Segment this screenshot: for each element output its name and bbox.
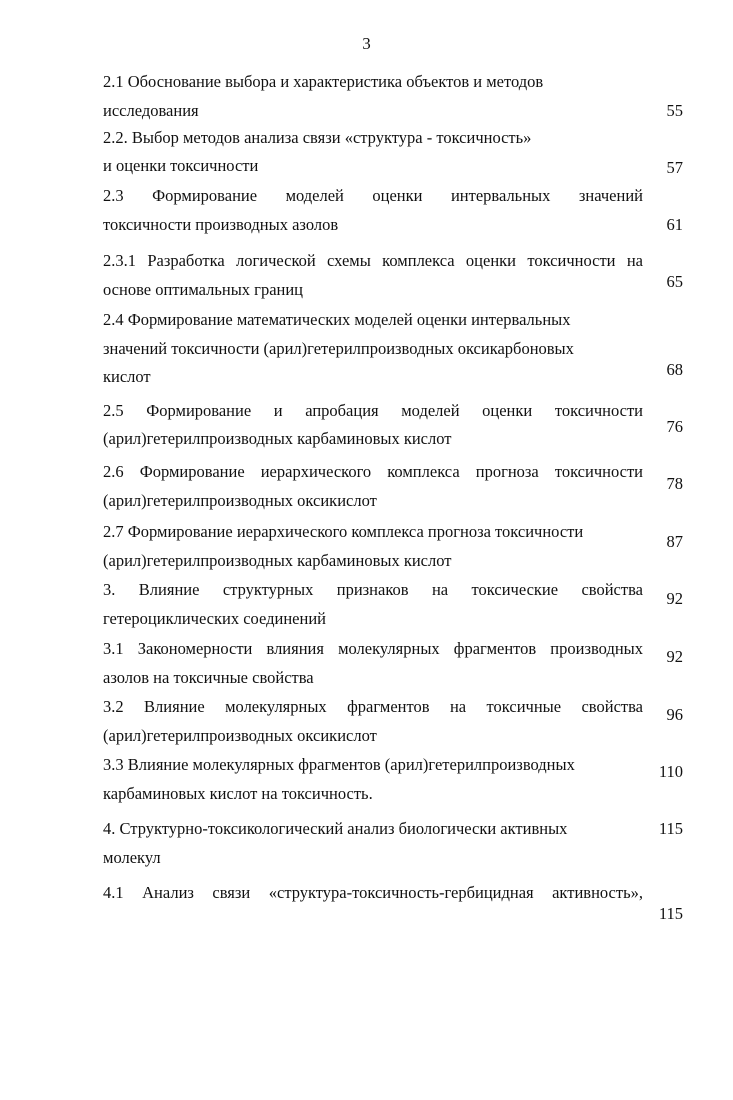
toc-entry-text: 2.1 Обоснование выбора и характеристика объектов и методов: [103, 72, 544, 91]
toc-page-number: 92: [666, 647, 683, 666]
toc-entry-text: азолов на токсичные свойства: [103, 668, 314, 687]
toc-entry-text: кислот: [103, 367, 151, 386]
toc-entry-text: 2.6 Формирование иерархического комплекса прогноза токсичности: [103, 462, 643, 481]
toc-page-number: 76: [666, 417, 683, 436]
toc-entry-text: 4. Структурно-токсикологический анализ биологически активных: [103, 819, 568, 838]
toc-entry-text: (арил)гетерилпроизводных оксикислот: [103, 491, 377, 510]
toc-page-number: 110: [658, 762, 683, 781]
toc-entry-text: основе оптимальных границ: [103, 280, 304, 299]
page-number: 3: [362, 34, 371, 53]
toc-entry-text: токсичности производных азолов: [103, 215, 339, 234]
toc-entry-text: 2.4 Формирование математических моделей оценки интервальных: [103, 310, 571, 329]
toc-page-number: 65: [666, 272, 683, 291]
toc-entry-text: (арил)гетерилпроизводных карбаминовых кислот: [103, 551, 452, 570]
toc-entry-text: 2.5 Формирование и апробация моделей оценки токсичности: [103, 401, 643, 420]
toc-entry-text: 2.3.1 Разработка логической схемы комплекса оценки токсичности на: [103, 251, 643, 270]
toc-page-number: 55: [666, 101, 683, 120]
toc-entry-text: (арил)гетерилпроизводных оксикислот: [103, 726, 377, 745]
toc-entry-text: 2.2. Выбор методов анализа связи «структура - токсичность»: [103, 128, 532, 147]
toc-entry-text: 3.1 Закономерности влияния молекулярных фрагментов производных: [103, 639, 643, 658]
toc-entry-text: молекул: [103, 848, 161, 867]
toc-entry-text: исследования: [103, 101, 199, 120]
toc-page-number: 68: [666, 360, 683, 379]
toc-entry-text: (арил)гетерилпроизводных карбаминовых кислот: [103, 429, 452, 448]
toc-entry-text: 2.3 Формирование моделей оценки интервальных значений: [103, 186, 643, 205]
toc-entry-text: 3. Влияние структурных признаков на токсические свойства: [103, 580, 643, 599]
toc-page-number: 115: [658, 904, 683, 923]
toc-entry-text: карбаминовых кислот на токсичность.: [103, 784, 373, 803]
toc-entry-text: гетероциклических соединений: [103, 609, 326, 628]
toc-entry-text: 2.7 Формирование иерархического комплекса прогноза токсичности: [103, 522, 584, 541]
toc-entry-text: и оценки токсичности: [103, 156, 259, 175]
toc-entry-text: 3.3 Влияние молекулярных фрагментов (арил)гетерилпроизводных: [103, 755, 575, 774]
toc-entry-text: 3.2 Влияние молекулярных фрагментов на токсичные свойства: [103, 697, 643, 716]
toc-page-number: 61: [666, 215, 683, 234]
toc-page-number: 115: [658, 819, 683, 838]
toc-entry-text: значений токсичности (арил)гетерилпроизводных оксикарбоновых: [103, 339, 574, 358]
toc-page-number: 57: [666, 158, 683, 177]
toc-page-number: 92: [666, 589, 683, 608]
toc-page-number: 87: [666, 532, 683, 551]
toc-page-number: 78: [666, 474, 683, 493]
toc-page-number: 96: [666, 705, 683, 724]
toc-entry-text: 4.1 Анализ связи «структура-токсичность-гербицидная активность»,: [103, 883, 643, 902]
